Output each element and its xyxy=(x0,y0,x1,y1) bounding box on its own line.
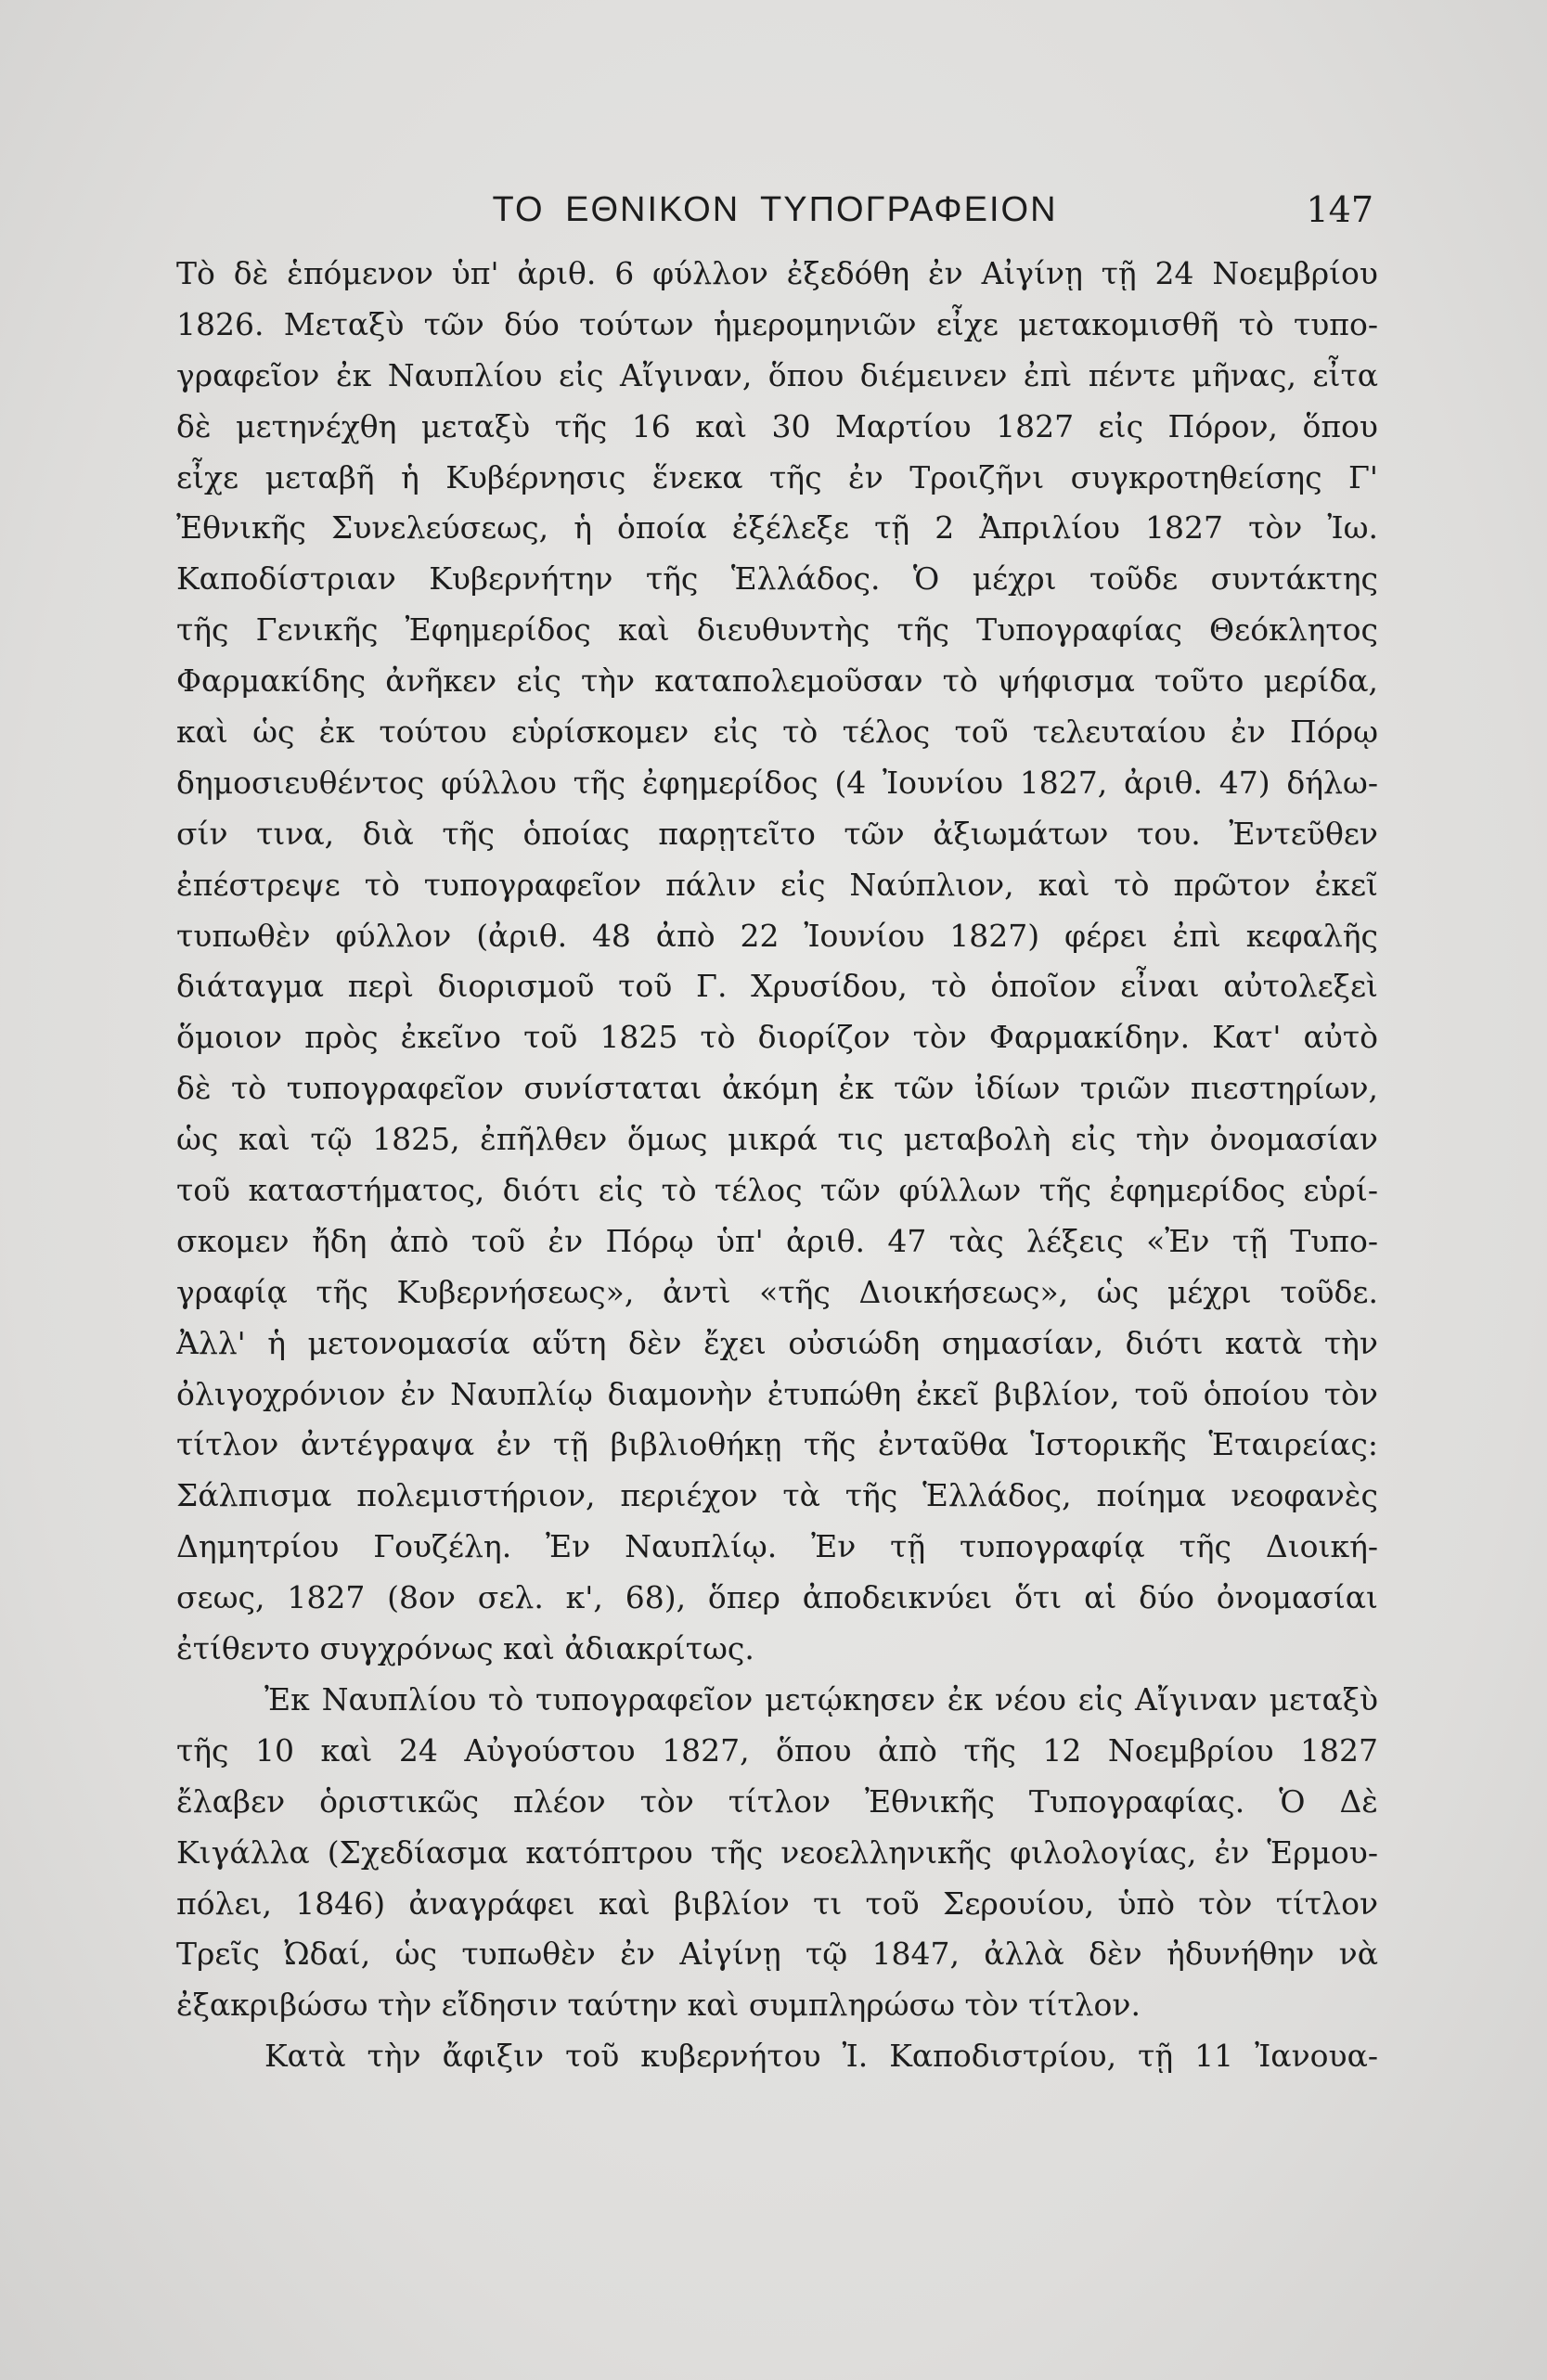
running-head xyxy=(176,182,1373,238)
text-line: Καποδίστριαν Κυβερνήτην τῆς Ἑλλάδος. Ὁ μέχρι τοῦδε συντάκτης xyxy=(176,560,1378,598)
text-line: Σάλπισμα πολεμιστήριον, περιέχον τὰ τῆς Ἑλλάδος, ποίημα νεοφανὲς xyxy=(176,1477,1378,1514)
text-line: Δημητρίου Γουζέλη. Ἐν Ναυπλίῳ. Ἐν τῇ τυπογραφίᾳ τῆς Διοική- xyxy=(176,1528,1378,1565)
text-line: Τρεῖς Ὠδαί, ὡς τυπωθὲν ἐν Αἰγίνῃ τῷ 1847, ἀλλὰ δὲν ἠδυνήθην νὰ xyxy=(176,1936,1378,1973)
text-line: Φαρμακίδης ἀνῆκεν εἰς τὴν καταπολεμοῦσαν τὸ ψήφισμα τοῦτο μερίδα, xyxy=(176,663,1378,700)
text-line: ὀλιγοχρόνιον ἐν Ναυπλίῳ διαμονὴν ἐτυπώθη ἐκεῖ βιβλίον, τοῦ ὁποίου τὸν xyxy=(176,1375,1378,1412)
text-line: γραφίᾳ τῆς Κυβερνήσεως», ἀντὶ «τῆς Διοικήσεως», ὡς μέχρι τοῦδε. xyxy=(176,1273,1378,1310)
text-line: πόλει, 1846) ἀναγράφει καὶ βιβλίον τι τοῦ Σερουίου, ὑπὸ τὸν τίτλον xyxy=(176,1885,1378,1922)
text-line: ὅμοιον πρὸς ἐκεῖνο τοῦ 1825 τὸ διορίζον τὸν Φαρμακίδην. Κατ' αὐτὸ xyxy=(176,1019,1378,1056)
text-line: τυπωθὲν φύλλον (ἀριθ. 48 ἀπὸ 22 Ἰουνίου 1827) φέρει ἐπὶ κεφαλῆς xyxy=(176,917,1378,954)
text-line: Κατὰ τὴν ἄφιξιν τοῦ κυβερνήτου Ἰ. Καποδιστρίου, τῇ 11 Ἰανουα- xyxy=(264,2038,1378,2075)
text-line: δημοσιευθέντος φύλλου τῆς ἐφημερίδος (4 Ἰουνίου 1827, ἀριθ. 47) δήλω- xyxy=(176,764,1378,801)
text-line: Ἐκ Ναυπλίου τὸ τυπογραφεῖον μετῴκησεν ἐκ νέου εἰς Αἴγιναν μεταξὺ xyxy=(264,1680,1378,1717)
text-line: σκομεν ἤδη ἀπὸ τοῦ ἐν Πόρῳ ὑπ' ἀριθ. 47 τὰς λέξεις «Ἐν τῇ Τυπο- xyxy=(176,1222,1378,1259)
text-line: 1826. Μεταξὺ τῶν δύο τούτων ἡμερομηνιῶν εἶχε μετακομισθῆ τὸ τυπο- xyxy=(176,305,1378,342)
text-line: ἐτίθεντο συγχρόνως καὶ ἀδιακρίτως. xyxy=(176,1630,754,1667)
text-line: γραφεῖον ἐκ Ναυπλίου εἰς Αἴγιναν, ὅπου διέμεινεν ἐπὶ πέντε μῆνας, εἶτα xyxy=(176,356,1378,393)
text-line: Ἀλλ' ἡ μετονομασία αὕτη δὲν ἔχει οὐσιώδη σημασίαν, διότι κατὰ τὴν xyxy=(176,1324,1378,1361)
text-line: Κιγάλλα (Σχεδίασμα κατόπτρου τῆς νεοελληνικῆς φιλολογίας, ἐν Ἑρμου- xyxy=(176,1833,1378,1871)
text-line: καὶ ὡς ἐκ τούτου εὑρίσκομεν εἰς τὸ τέλος τοῦ τελευταίου ἐν Πόρῳ xyxy=(176,714,1378,751)
text-line: εἶχε μεταβῆ ἡ Κυβέρνησις ἕνεκα τῆς ἐν Τροιζῆνι συγκροτηθείσης Γ' xyxy=(176,458,1378,495)
text-line: ὡς καὶ τῷ 1825, ἐπῆλθεν ὅμως μικρά τις μεταβολὴ εἰς τὴν ὀνομασίαν xyxy=(176,1121,1378,1158)
text-line: ἔλαβεν ὁριστικῶς πλέον τὸν τίτλον Ἐθνικῆς Τυπογραφίας. Ὁ Δὲ xyxy=(176,1782,1378,1820)
page-number: 147 xyxy=(1306,189,1373,230)
text-line: διάταγμα περὶ διορισμοῦ τοῦ Γ. Χρυσίδου, τὸ ὁποῖον εἶναι αὐτολεξεὶ xyxy=(176,968,1378,1005)
text-line: τῆς Γενικῆς Ἐφημερίδος καὶ διευθυντὴς τῆς Τυπογραφίας Θεόκλητος xyxy=(176,611,1378,649)
text-line: Τὸ δὲ ἑπόμενον ὑπ' ἀριθ. 6 φύλλον ἐξεδόθη ἐν Αἰγίνῃ τῇ 24 Νοεμβρίου xyxy=(176,255,1378,291)
running-title: ΤΟ ΕΘΝΙΚΟΝ ΤΥΠΟΓΡΑΦΕΙΟΝ xyxy=(492,190,1058,229)
text-line: δὲ μετηνέχθη μεταξὺ τῆς 16 καὶ 30 Μαρτίου 1827 εἰς Πόρον, ὅπου xyxy=(176,407,1378,444)
text-line: τῆς 10 καὶ 24 Αὐγούστου 1827, ὅπου ἀπὸ τῆς 12 Νοεμβρίου 1827 xyxy=(176,1731,1378,1769)
text-line: Ἐθνικῆς Συνελεύσεως, ἡ ὁποία ἐξέλεξε τῇ 2 Ἀπριλίου 1827 τὸν Ἰω. xyxy=(176,509,1378,547)
text-line: σεως, 1827 (8ον σελ. κ', 68), ὅπερ ἀποδεικνύει ὅτι αἱ δύο ὀνομασίαι xyxy=(176,1579,1378,1616)
text-line: τίτλον ἀντέγραψα ἐν τῇ βιβλιοθήκῃ τῆς ἐνταῦθα Ἱστορικῆς Ἑταιρείας: xyxy=(176,1426,1378,1463)
body-text xyxy=(176,249,1378,2082)
text-line: τοῦ καταστήματος, διότι εἰς τὸ τέλος τῶν φύλλων τῆς ἐφημερίδος εὑρί- xyxy=(176,1172,1378,1209)
text-line: δὲ τὸ τυπογραφεῖον συνίσταται ἀκόμη ἐκ τῶν ἰδίων τριῶν πιεστηρίων, xyxy=(176,1070,1378,1107)
text-line: ἐπέστρεψε τὸ τυπογραφεῖον πάλιν εἰς Ναύπλιον, καὶ τὸ πρῶτον ἐκεῖ xyxy=(176,866,1378,903)
text-line: ἐξακριβώσω τὴν εἴδησιν ταύτην καὶ συμπληρώσω τὸν τίτλον. xyxy=(176,1987,1141,2024)
text-line: σίν τινα, διὰ τῆς ὁποίας παρῃτεῖτο τῶν ἀξιωμάτων του. Ἐντεῦθεν xyxy=(176,815,1378,852)
